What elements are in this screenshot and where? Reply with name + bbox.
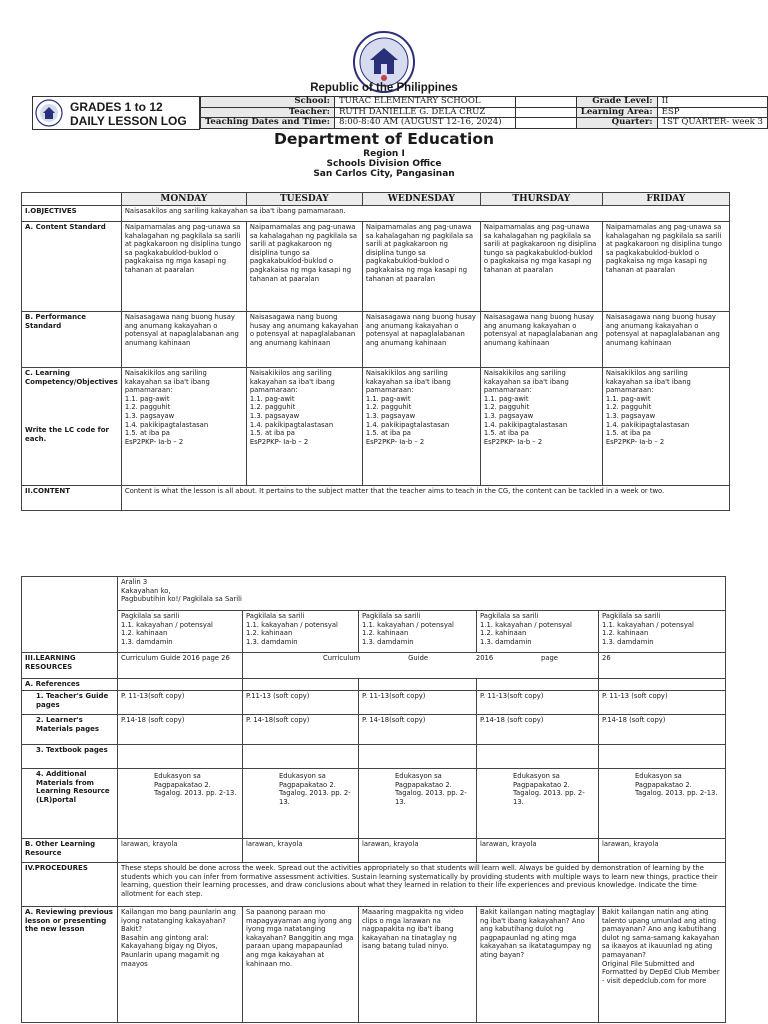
additional-materials-cell: Edukasyon sa Pagpapakatao 2. Tagalog. 2013. pp. 2-13. [243, 769, 359, 839]
school-label: School: [201, 97, 335, 108]
resources-merged-text: Curriculum Guide 2016 page [323, 654, 558, 662]
procedures-text: These steps should be done across the week. Spread out the activities appropriately so that students will learn well. Always be guided by demonstration of learning by the students which you can infer from formative assessment activities. Sustain learning systematically by providing students with multiple ways to learn new things, practice their learning, question their learning processes, and draw conclusions about what they learned in relation to their life experiences and previous knowledge. Indicate the time allotment for each step. [118, 863, 726, 907]
learner-materials-cell: P.14-18 (soft copy) [477, 715, 599, 745]
resources-cell: Curriculum Guide 2016 page 26 [118, 653, 243, 679]
objectives-text: Naisasakilos ang sariling kakayahan sa iba't ibang pamamaraan. [121, 206, 729, 222]
teacher-guide-cell: P. 11-13 (soft copy) [599, 691, 726, 715]
performance-standard-label: B. Performance Standard [22, 312, 122, 368]
procedures-label: IV.PROCEDURES [22, 863, 118, 907]
reviewing-cell: Maaaring magpakita ng video clips o mga larawan na nagpapakita ng iba't ibang kakayahan na tinataglay ng isang batang tulad ninyo. [359, 907, 477, 1023]
reviewing-cell: Bakit kailangan nating magtaglay ng iba't ibang kakayahan? Ano ang kabutihang dulot ng pagpapaunlad ng ating mga kakayahan sa ikatatagumpay ng ating bayan? [477, 907, 599, 1023]
topic-cell: Pagkilala sa sarili 1.1. kakayahan / potensyal 1.2. kahinaan 1.3. damdamin [477, 611, 599, 653]
other-resource-cell: larawan, krayola [118, 839, 243, 863]
topic-cell: Pagkilala sa sarili 1.1. kakayahan / potensyal 1.2. kahinaan 1.3. damdamin [599, 611, 726, 653]
competency-cell: Naisakikilos ang sariling kakayahan sa iba't ibang pamamaraan: 1.1. pag-awit 1.2. pagguhit 1.3. pagsayaw 1.4. pakikipagtalastasan 1.5. at iba pa EsP2PKP- Ia-b – 2 [602, 368, 729, 486]
log-title-grades: GRADES 1 to 12 [70, 100, 163, 114]
quarter-label: Quarter: [576, 118, 657, 129]
day-header-wednesday: WEDNESDAY [362, 193, 480, 206]
republic-heading: Republic of the Philippines [310, 82, 458, 94]
grade-level-label: Grade Level: [576, 97, 657, 108]
teaching-dates-label: Teaching Dates and Time: [201, 118, 335, 129]
learner-materials-cell: P.14-18 (soft copy) [118, 715, 243, 745]
competency-cell: Naisakikilos ang sariling kakayahan sa iba't ibang pamamaraan: 1.1. pag-awit 1.2. pagguhit 1.3. pagsayaw 1.4. pakikipagtalastasan 1.5. at iba pa EsP2PKP- Ia-b – 2 [480, 368, 602, 486]
log-title-dll: DAILY LESSON LOG [70, 114, 187, 128]
day-header-tuesday: TUESDAY [246, 193, 362, 206]
content-standard-cell: Naipamamalas ang pag-unawa sa kahalagahan ng pagkilala sa sarili at pagkakaroon ng disiplina tungo sa pagkakabuklod-buklod o pagkakaisa ng mga kasapi ng tahanan at paaralan [246, 222, 362, 312]
content-standard-cell: Naipamamalas ang pag-unawa sa kahalagahan ng pagkilala sa sarili at pagkakaroon ng disiplina tungo sa pagkakabuklod-buklod o pagkakaisa ng mga kasapi ng tahanan at paaralan [362, 222, 480, 312]
other-resource-cell: larawan, krayola [477, 839, 599, 863]
references-label: A. References [22, 679, 118, 691]
teaching-dates-value: 8:00-8:40 AM (AUGUST 12-16, 2024) [334, 118, 515, 129]
topic-cell: Pagkilala sa sarili 1.1. kakayahan / potensyal 1.2. kahinaan 1.3. damdamin [118, 611, 243, 653]
competency-label: C. Learning Competency/Objectives [25, 369, 118, 386]
competency-label-cell [22, 368, 122, 486]
performance-standard-cell: Naisasagawa nang buong husay ang anumang kakayahan o potensyal at napaglalabanan ang anumang kahinaan [602, 312, 729, 368]
school-value: TURAC ELEMENTARY SCHOOL [334, 97, 515, 108]
resources-merged-cell [243, 653, 599, 679]
competency-cell: Naisakikilos ang sariling kakayahan sa iba't ibang pamamaraan: 1.1. pag-awit 1.2. pagguhit 1.3. pagsayaw 1.4. pakikipagtalastasan 1.5. at iba pa EsP2PKP- Ia-b – 2 [362, 368, 480, 486]
teacher-value: RUTH DANIELLE G. DELA CRUZ [334, 107, 515, 118]
content-standard-cell: Naipamamalas ang pag-unawa sa kahalagahan ng pagkilala sa sarili at pagkakaroon ng disiplina tungo sa pagkakabuklod-buklod o pagkakaisa ng mga kasapi ng tahanan at paaralan [602, 222, 729, 312]
performance-standard-cell: Naisasagawa nang buong husay ang anumang kakayahan o potensyal at napaglalabanan ang anumang kahinaan [121, 312, 246, 368]
learning-area-label: Learning Area: [576, 107, 657, 118]
learning-area-value: ESP [657, 107, 767, 118]
other-resource-cell: larawan, krayola [359, 839, 477, 863]
teacher-guide-label: 1. Teacher's Guide pages [22, 691, 118, 715]
reviewing-cell: Sa paanong paraan mo mapagyayaman ang iyong ang iyong mga natatanging kakayahan? Banggitin ang mga paraan upang mapapaunlad ang mga kakayahan at kahinaan mo. [243, 907, 359, 1023]
other-resource-cell: larawan, krayola [599, 839, 726, 863]
performance-standard-cell: Naisasagawa nang buong husay ang anumang kakayahan o potensyal at napaglalabanan ang anumang kahinaan [480, 312, 602, 368]
competency-cell: Naisakikilos ang sariling kakayahan sa iba't ibang pamamaraan: 1.1. pag-awit 1.2. pagguhit 1.3. pagsayaw 1.4. pakikipagtalastasan 1.5. at iba pa EsP2PKP- Ia-b – 2 [246, 368, 362, 486]
learner-materials-label: 2. Learner's Materials pages [22, 715, 118, 745]
additional-materials-cell: Edukasyon sa Pagpapakatao 2. Tagalog. 2013. pp. 2-13. [477, 769, 599, 839]
content-standard-cell: Naipamamalas ang pag-unawa sa kahalagahan ng pagkilala sa sarili at pagkakaroon ng disiplina tungo sa pagkakabuklod-buklod o pagkakaisa ng mga kasapi ng tahanan at paaralan [121, 222, 246, 312]
topic-cell: Pagkilala sa sarili 1.1. kakayahan / potensyal 1.2. kahinaan 1.3. damdamin [243, 611, 359, 653]
reviewing-cell: Kailangan mo bang paunlarin ang iyong natatanging kakayahan? Bakit? Basahin ang gintong aral: Kakayahang bigay ng Diyos, Paunlarin upang magamit ng maayos [118, 907, 243, 1023]
additional-materials-cell: Edukasyon sa Pagpapakatao 2. Tagalog. 2013. pp. 2-13. [359, 769, 477, 839]
city-line: San Carlos City, Pangasinan [313, 169, 455, 179]
textbook-label: 3. Textbook pages [22, 745, 118, 769]
resources-cell: 26 [599, 653, 726, 679]
quarter-value: 1ST QUARTER- week 3 [657, 118, 767, 129]
resources-procedures-table [21, 576, 726, 1023]
learner-materials-cell: P. 14-18(soft copy) [243, 715, 359, 745]
department-heading: Department of Education [273, 130, 495, 148]
other-resource-cell: larawan, krayola [243, 839, 359, 863]
day-header-monday: MONDAY [121, 193, 246, 206]
competency-cell: Naisakikilos ang sariling kakayahan sa iba't ibang pamamaraan: 1.1. pag-awit 1.2. pagguhit 1.3. pagsayaw 1.4. pakikipagtalastasan 1.5. at iba pa EsP2PKP- Ia-b – 2 [121, 368, 246, 486]
additional-materials-cell: Edukasyon sa Pagpapakatao 2. Tagalog. 2013. pp. 2-13. [599, 769, 726, 839]
division-line: Schools Division Office [326, 159, 442, 169]
objectives-table [21, 192, 730, 511]
day-header-friday: FRIDAY [602, 193, 729, 206]
performance-standard-cell: Naisasagawa nang buong husay ang anumang kakayahan o potensyal at napaglalabanan ang anumang kahinaan [246, 312, 362, 368]
header-info-table [200, 96, 768, 129]
teacher-guide-cell: P. 11-13(soft copy) [359, 691, 477, 715]
additional-materials-label: 4. Additional Materials from Learning Resource (LR)portal [22, 769, 118, 839]
day-header-thursday: THURSDAY [480, 193, 602, 206]
teacher-guide-cell: P. 11-13(soft copy) [477, 691, 599, 715]
additional-materials-cell: Edukasyon sa Pagpapakatao 2. Tagalog. 2013. pp. 2-13. [118, 769, 243, 839]
content-label: II.CONTENT [22, 486, 122, 511]
teacher-label: Teacher: [201, 107, 335, 118]
teacher-guide-cell: P.11-13 (soft copy) [243, 691, 359, 715]
topic-cell: Pagkilala sa sarili 1.1. kakayahan / potensyal 1.2. kahinaan 1.3. damdamin [359, 611, 477, 653]
objectives-label: I.OBJECTIVES [22, 206, 122, 222]
deped-small-seal-icon [35, 99, 63, 127]
content-text: Content is what the lesson is all about. It pertains to the subject matter that the teacher aims to teach in the CG, the content can be tackled in a week or two. [121, 486, 729, 511]
content-standard-cell: Naipamamalas ang pag-unawa sa kahalagahan ng pagkilala sa sarili at pagkakaroon ng disiplina tungo sa pagkakabuklod-buklod o pagkakaisa ng mga kasapi ng tahanan at paaralan [480, 222, 602, 312]
other-resource-label: B. Other Learning Resource [22, 839, 118, 863]
performance-standard-cell: Naisasagawa nang buong husay ang anumang kakayahan o potensyal at napaglalabanan ang anumang kahinaan [362, 312, 480, 368]
learner-materials-cell: P. 14-18(soft copy) [359, 715, 477, 745]
reviewing-cell: Bakit kailangan natin ang ating talento upang umunlad ang ating pamayanan? Ano ang kabutihang dulot ng sama-samang kakayahan sa ikaayos at ikauunlad ng ating pamayanan? Original File Submitted and Formatted by DepEd Club Member - visit depedclub.com for more [599, 907, 726, 1023]
learner-materials-cell: P.14-18 (soft copy) [599, 715, 726, 745]
lc-code-note: Write the LC code for each. [25, 426, 109, 443]
grade-level-value: II [657, 97, 767, 108]
reviewing-label: A. Reviewing previous lesson or presenting the new lesson [22, 907, 118, 1023]
teacher-guide-cell: P. 11-13(soft copy) [118, 691, 243, 715]
region-line: Region I [363, 149, 405, 159]
aralin-title: Aralin 3 Kakayahan ko, Pagbubutihin ko!/ Pagkilala sa Sarili [118, 577, 726, 611]
learning-resources-label: III.LEARNING RESOURCES [22, 653, 118, 679]
content-standard-label: A. Content Standard [22, 222, 122, 312]
